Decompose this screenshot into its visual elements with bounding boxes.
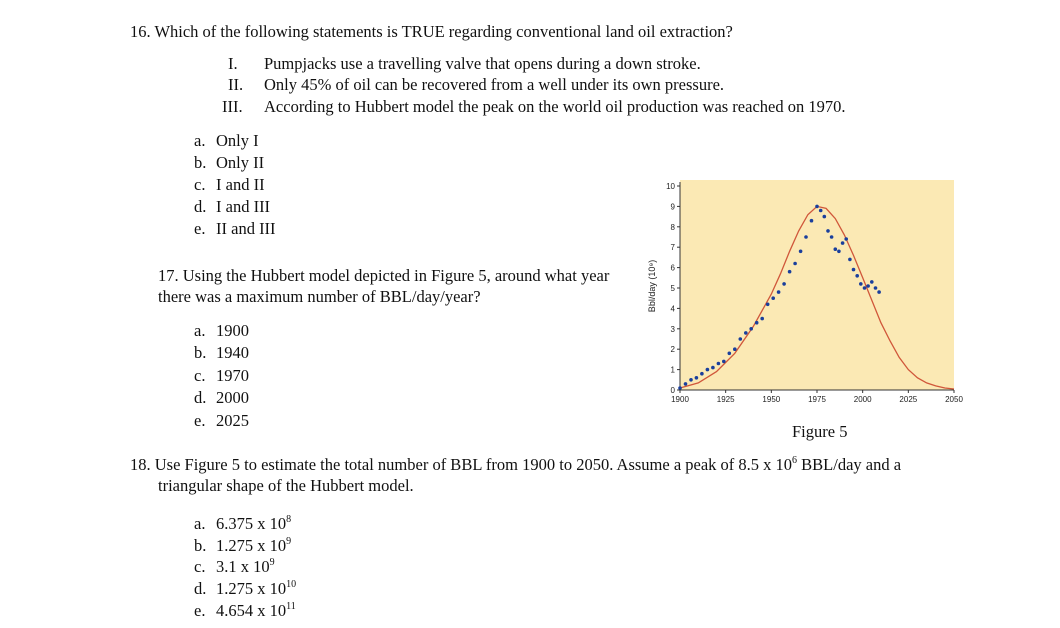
q17-question-line1: 17. Using the Hubbert model depicted in Figure 5, around what year — [158, 266, 610, 285]
data-point — [766, 303, 770, 307]
data-point — [874, 286, 878, 290]
data-point — [848, 258, 852, 262]
data-point — [844, 237, 848, 241]
data-point — [793, 262, 797, 266]
data-point — [744, 331, 748, 335]
data-point — [678, 386, 682, 390]
statement-text: Pumpjacks use a travelling valve that opens during a down stroke. — [264, 54, 701, 73]
q16-option-c[interactable] — [194, 174, 265, 195]
option-exponent: 11 — [286, 601, 296, 612]
option-letter: a. — [194, 131, 206, 150]
option-letter: c. — [194, 175, 206, 194]
option-exponent: 10 — [286, 579, 297, 590]
statement-text: Only 45% of oil can be recovered from a well under its own pressure. — [264, 75, 725, 94]
option-base: 3.1 x 10 — [216, 557, 270, 576]
data-point — [834, 247, 838, 251]
data-point — [841, 241, 845, 245]
option-text: I and III — [216, 197, 271, 216]
q18-question-line2: triangular shape of the Hubbert model. — [158, 476, 414, 495]
data-point — [700, 372, 704, 376]
q17-option-e[interactable] — [194, 410, 249, 431]
data-point — [706, 368, 710, 372]
q18-text-b: BBL/day and a — [797, 455, 902, 474]
option-text: Only II — [216, 153, 265, 172]
y-axis-label: Bbl/day (10⁹) — [647, 259, 657, 313]
q18-option-a[interactable] — [194, 513, 291, 534]
option-letter: e. — [194, 411, 206, 430]
figure-caption: Figure 5 — [792, 422, 848, 441]
x-tick-label: 1950 — [762, 395, 781, 404]
data-point — [859, 282, 863, 286]
option-letter: d. — [194, 388, 207, 407]
x-tick-label: 2025 — [899, 395, 918, 404]
data-point — [711, 366, 715, 370]
data-point — [877, 290, 881, 294]
option-letter: c. — [194, 557, 206, 576]
q17-option-b[interactable] — [194, 342, 249, 363]
data-point — [866, 284, 870, 288]
y-tick-label: 4 — [670, 304, 675, 314]
q18-option-c[interactable] — [194, 556, 275, 577]
q18-option-b[interactable] — [194, 535, 291, 556]
option-text: Only I — [216, 131, 259, 150]
data-point — [728, 352, 732, 356]
y-tick-label: 7 — [670, 243, 675, 253]
y-tick-label: 8 — [670, 222, 675, 232]
option-exponent: 9 — [286, 536, 292, 547]
q17-question-line2: there was a maximum number of BBL/day/year? — [158, 287, 481, 306]
option-letter: b. — [194, 343, 207, 362]
data-point — [684, 382, 688, 386]
q18-option-d[interactable] — [194, 578, 296, 599]
y-tick-label: 3 — [670, 324, 675, 334]
hubbert-chart — [640, 176, 963, 412]
y-tick-label: 0 — [670, 386, 675, 395]
data-point — [689, 378, 693, 382]
option-letter: e. — [194, 601, 206, 620]
q18-question-line1 — [130, 454, 901, 475]
option-exponent: 9 — [269, 557, 275, 568]
data-point — [717, 362, 721, 366]
q16-statement-1 — [228, 53, 701, 74]
q18-text-a: 18. Use Figure 5 to estimate the total number of BBL from 1900 to 2050. Assume a peak of 8.5 x 10 — [130, 455, 793, 474]
q17-option-c[interactable] — [194, 365, 249, 386]
data-point — [760, 317, 764, 321]
data-point — [863, 286, 867, 290]
data-point — [837, 250, 841, 254]
q16-statement-3 — [222, 96, 845, 117]
q16-option-e[interactable] — [194, 218, 276, 239]
option-letter: b. — [194, 536, 207, 555]
q16-question: 16. Which of the following statements is TRUE regarding conventional land oil extraction? — [130, 22, 733, 41]
option-text: I and II — [216, 175, 265, 194]
data-point — [826, 229, 830, 233]
statement-text: According to Hubbert model the peak on the world oil production was reached on 1970. — [264, 97, 846, 116]
data-point — [852, 268, 856, 272]
data-point — [771, 296, 775, 300]
data-point — [782, 282, 786, 286]
data-point — [823, 215, 827, 219]
option-text: II and III — [216, 219, 276, 238]
statement-number: III. — [222, 97, 243, 116]
option-base: 6.375 x 10 — [216, 514, 287, 533]
option-letter: a. — [194, 321, 206, 340]
x-tick-label: 1975 — [808, 395, 826, 404]
data-point — [788, 270, 792, 274]
q16-option-a[interactable] — [194, 130, 259, 151]
data-point — [819, 209, 823, 213]
q16-option-d[interactable] — [194, 196, 270, 217]
data-point — [855, 274, 859, 278]
statement-number: I. — [228, 54, 238, 73]
option-text: 1900 — [216, 321, 249, 340]
data-point — [804, 235, 808, 239]
x-tick-label: 2050 — [945, 395, 963, 404]
data-point — [749, 327, 753, 331]
data-point — [870, 280, 874, 284]
option-exponent: 8 — [286, 514, 292, 525]
option-text: 2025 — [216, 411, 249, 430]
q17-option-a[interactable] — [194, 320, 249, 341]
data-point — [777, 290, 781, 294]
option-letter: b. — [194, 153, 207, 172]
data-point — [695, 376, 699, 380]
option-letter: d. — [194, 197, 207, 216]
x-tick-label: 1925 — [716, 395, 735, 404]
option-text: 1940 — [216, 343, 249, 362]
option-base: 4.654 x 10 — [216, 601, 287, 620]
y-tick-label: 1 — [670, 365, 675, 375]
option-text: 2000 — [216, 388, 249, 407]
y-tick-label: 6 — [670, 263, 675, 273]
y-tick-label: 5 — [670, 284, 675, 293]
q16-statement-2 — [228, 74, 724, 95]
option-base: 1.275 x 10 — [216, 536, 287, 555]
q17-option-d[interactable] — [194, 387, 249, 408]
option-base: 1.275 x 10 — [216, 579, 287, 598]
option-text: 1970 — [216, 366, 249, 385]
x-tick-label: 2000 — [853, 395, 872, 404]
y-tick-label: 2 — [670, 345, 675, 355]
option-letter: e. — [194, 219, 206, 238]
data-point — [810, 219, 814, 223]
plot-background — [680, 180, 954, 390]
statement-number: II. — [228, 75, 244, 94]
q18-exponent: 6 — [792, 455, 798, 466]
option-letter: c. — [194, 366, 206, 385]
data-point — [815, 205, 819, 209]
data-point — [733, 347, 737, 351]
x-tick-label: 1900 — [671, 395, 689, 404]
option-letter: a. — [194, 514, 206, 533]
data-point — [722, 360, 726, 364]
data-point — [799, 250, 803, 254]
y-tick-label: 9 — [670, 202, 675, 212]
data-point — [755, 321, 759, 325]
q18-option-e[interactable] — [194, 600, 296, 621]
y-tick-label: 10 — [666, 182, 675, 191]
data-point — [739, 337, 743, 341]
q16-option-b[interactable] — [194, 152, 264, 173]
option-letter: d. — [194, 579, 207, 598]
data-point — [830, 235, 834, 239]
